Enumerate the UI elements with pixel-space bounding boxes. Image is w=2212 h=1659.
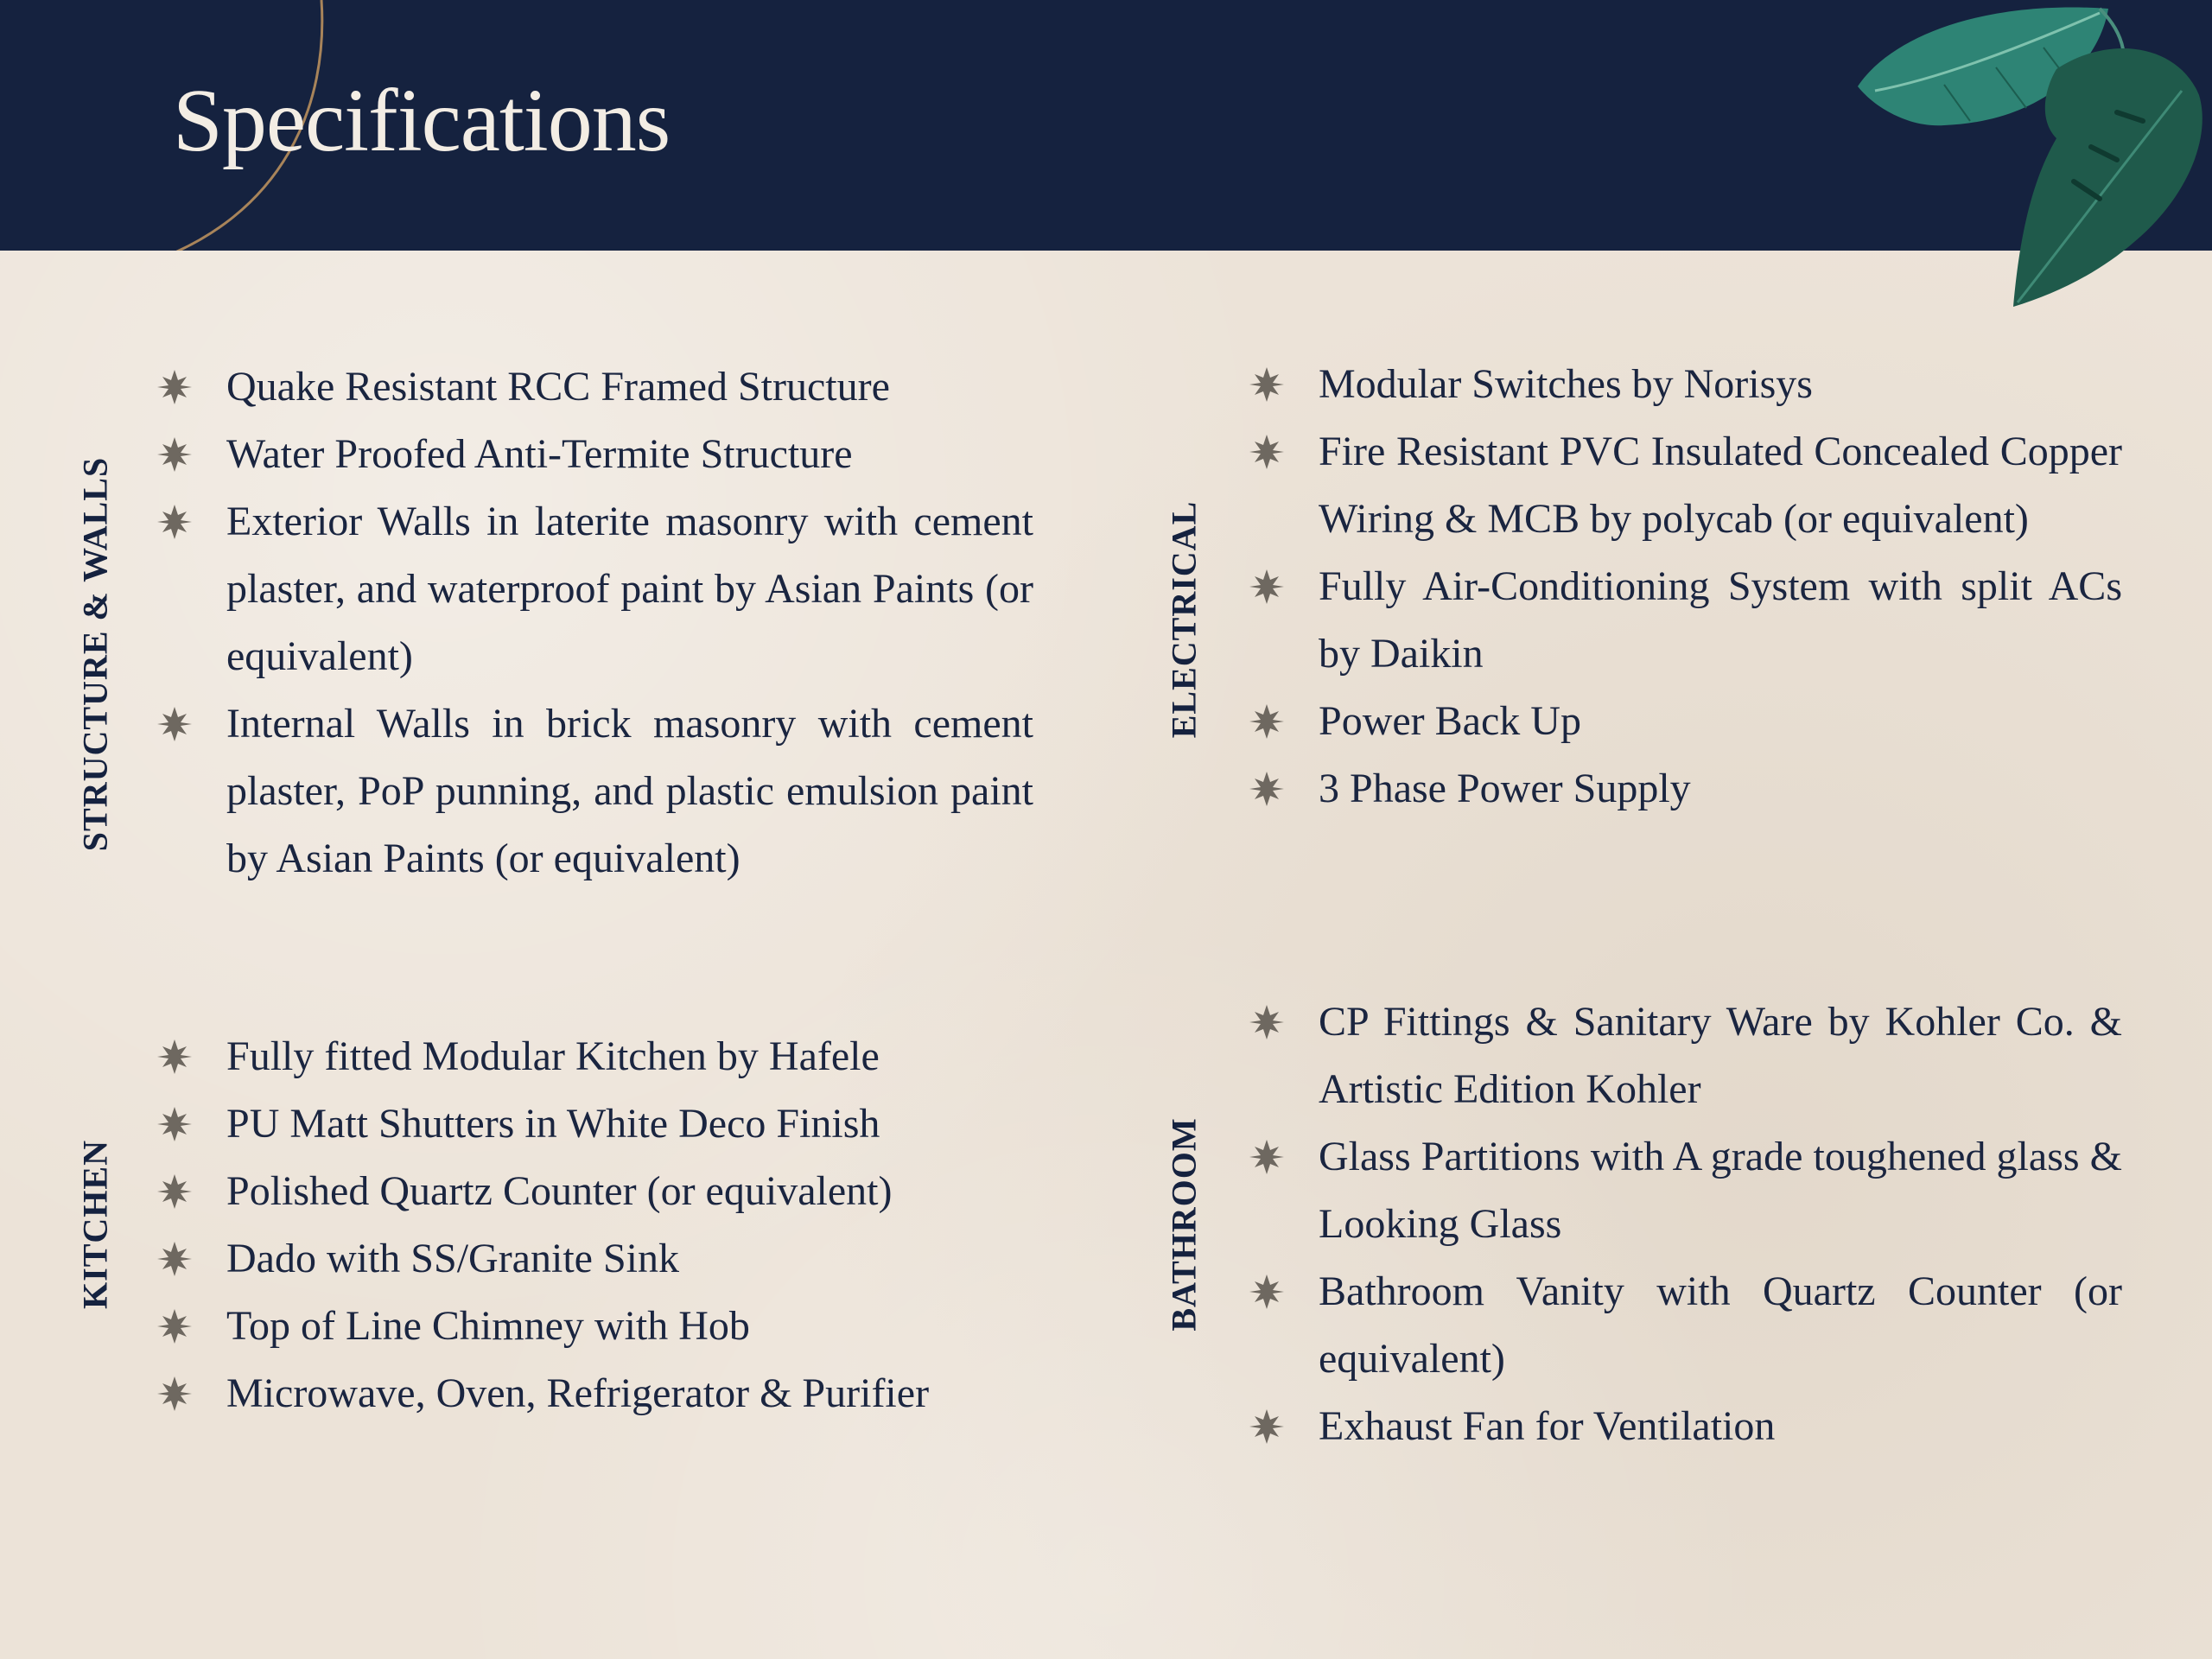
leaf-sprig-icon xyxy=(156,1375,194,1413)
item-text: Exterior Walls in laterite masonry with cement plaster, and waterproof paint by Asian Paints (or equivalent) xyxy=(226,499,1033,679)
monstera-leaf-icon xyxy=(1840,0,2212,311)
bathroom-list xyxy=(1248,988,2122,1460)
list-item xyxy=(1248,553,2122,688)
list-item xyxy=(156,1158,1033,1225)
list-item xyxy=(1248,1123,2122,1258)
item-text: Microwave, Oven, Refrigerator & Purifier xyxy=(226,1370,930,1416)
item-text: Fully fitted Modular Kitchen by Hafele xyxy=(226,1033,880,1079)
leaf-sprig-icon xyxy=(1248,1138,1286,1176)
leaf-sprig-icon xyxy=(1248,702,1286,741)
item-text: Dado with SS/Granite Sink xyxy=(226,1236,679,1281)
item-text: Polished Quartz Counter (or equivalent) xyxy=(226,1168,893,1214)
list-item xyxy=(156,353,1033,421)
list-item xyxy=(156,1090,1033,1158)
item-text: PU Matt Shutters in White Deco Finish xyxy=(226,1101,880,1147)
item-text: Fully Air-Conditioning System with split ACs by Daikin xyxy=(1319,563,2122,677)
section-label-structure: STRUCTURE & WALLS xyxy=(75,456,115,852)
electrical-list xyxy=(1248,351,2122,823)
list-item xyxy=(156,690,1033,893)
list-item xyxy=(1248,418,2122,553)
leaf-sprig-icon xyxy=(156,435,194,474)
list-item xyxy=(156,1225,1033,1293)
list-item xyxy=(156,1360,1033,1427)
item-text: Glass Partitions with A grade toughened glass & Looking Glass xyxy=(1319,1134,2122,1247)
item-text: Top of Line Chimney with Hob xyxy=(226,1303,750,1349)
list-item xyxy=(156,1023,1033,1090)
leaf-sprig-icon xyxy=(156,1240,194,1278)
item-text: Internal Walls in brick masonry with cement plaster, PoP punning, and plastic emulsion paint by Asian Paints (or equivalent) xyxy=(226,701,1033,881)
list-item xyxy=(1248,1258,2122,1393)
item-text: 3 Phase Power Supply xyxy=(1319,766,1691,811)
leaf-sprig-icon xyxy=(1248,1408,1286,1446)
leaf-sprig-icon xyxy=(156,705,194,743)
section-label-kitchen: KITCHEN xyxy=(75,1140,115,1309)
list-item xyxy=(156,488,1033,690)
leaf-sprig-icon xyxy=(1248,1003,1286,1041)
list-item xyxy=(1248,988,2122,1123)
item-text: Water Proofed Anti-Termite Structure xyxy=(226,431,853,477)
structure-list xyxy=(156,353,1033,893)
leaf-sprig-icon xyxy=(156,368,194,406)
leaf-sprig-icon xyxy=(156,1105,194,1143)
item-text: Fire Resistant PVC Insulated Concealed Copper Wiring & MCB by polycab (or equivalent) xyxy=(1319,429,2122,542)
section-label-electrical: ELECTRICAL xyxy=(1164,500,1204,739)
page-title: Specifications xyxy=(173,71,671,170)
leaf-sprig-icon xyxy=(1248,365,1286,404)
leaf-sprig-icon xyxy=(156,1173,194,1211)
kitchen-list xyxy=(156,1023,1033,1427)
leaf-sprig-icon xyxy=(1248,770,1286,808)
leaf-sprig-icon xyxy=(1248,568,1286,606)
item-text: Modular Switches by Norisys xyxy=(1319,361,1813,407)
leaf-sprig-icon xyxy=(156,503,194,541)
leaf-sprig-icon xyxy=(156,1307,194,1345)
list-item xyxy=(1248,755,2122,823)
leaf-sprig-icon xyxy=(1248,1273,1286,1311)
leaf-sprig-icon xyxy=(156,1038,194,1076)
item-text: Bathroom Vanity with Quartz Counter (or equivalent) xyxy=(1319,1268,2122,1382)
item-text: Power Back Up xyxy=(1319,698,1581,744)
list-item xyxy=(156,1293,1033,1360)
list-item xyxy=(1248,1393,2122,1460)
item-text: Exhaust Fan for Ventilation xyxy=(1319,1403,1776,1449)
item-text: Quake Resistant RCC Framed Structure xyxy=(226,364,890,410)
item-text: CP Fittings & Sanitary Ware by Kohler Co. & Artistic Edition Kohler xyxy=(1319,999,2122,1112)
list-item xyxy=(156,421,1033,488)
list-item xyxy=(1248,351,2122,418)
list-item xyxy=(1248,688,2122,755)
leaf-sprig-icon xyxy=(1248,433,1286,471)
section-label-bathroom: BATHROOM xyxy=(1164,1117,1204,1332)
